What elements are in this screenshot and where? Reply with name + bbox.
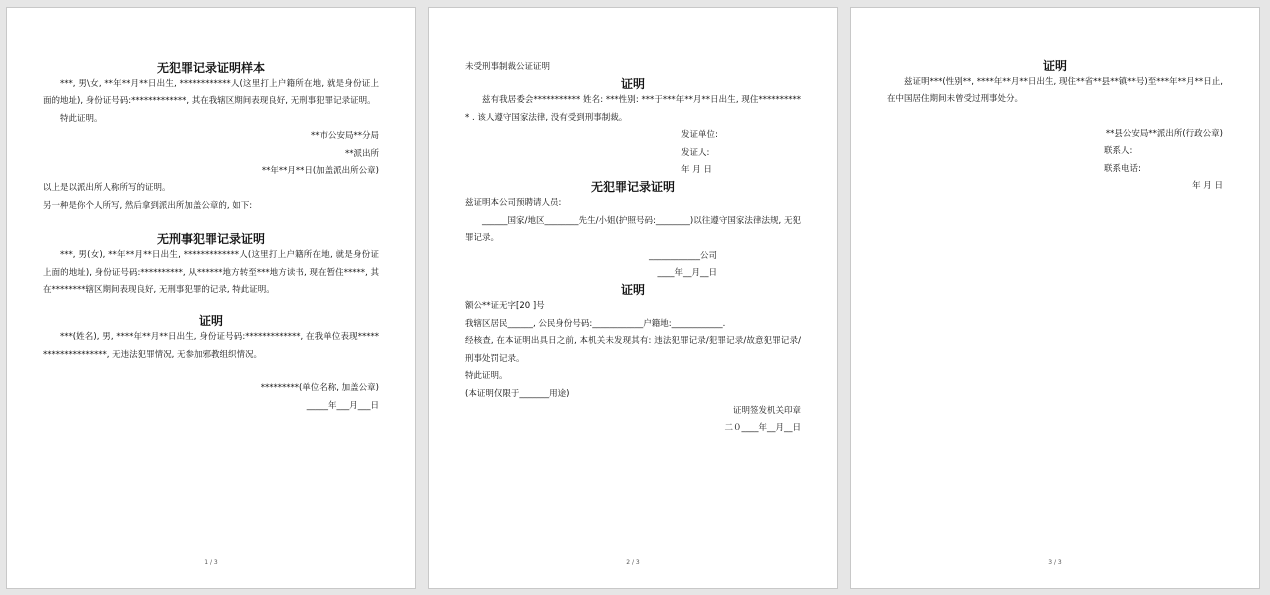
page2-paragraph-3b: 经核查, 在本证明出具日之前, 本机关未发现其有: 违法犯罪记录/犯罪记录/故意犯罪记录/刑事处罚记录。 [465,336,801,364]
page3-date: 年 月 日 [1192,181,1223,192]
page2-certify: 特此证明。 [465,371,508,382]
page3-title: 证明 [1042,59,1067,73]
page2-signature-seal: 证明签发机关印章 [732,405,801,416]
document-page-1 [6,7,416,589]
page1-signature-unit: *********(单位名称, 加盖公章) [260,383,379,394]
page1-title-2: 无刑事犯罪记录证明 [156,232,265,247]
page2-usage: (本证明仅限于_______用途) [465,388,570,399]
page1-signature-bureau: **市公安局**分局 [310,131,379,142]
document-page-3 [850,7,1260,589]
page-number-2: 2 / 3 [626,559,640,566]
page2-issuer-person: 发证人: [681,147,710,158]
page3-contact-phone: 联系电话: [1104,163,1141,174]
page2-company: ____________公司 [648,250,717,261]
page2-paragraph-2a: 兹证明本公司预聘请人员: [465,198,562,209]
page2-date-2: ____年__月__日 [657,268,717,279]
page1-paragraph-1: ***, 男\女, **年**月**日出生, ************人(这里打上户籍所在地, 就是身份证上面的地址), 身份证号码:*************, 其在我辖区期间表现良好, 无刑事犯罪记录证明。 [43,79,379,107]
page-number-1: 1 / 3 [204,559,218,566]
document-page-2 [428,7,838,589]
page2-paragraph-2b: ______国家/地区________先生/小姐(护照号码:________)以往遵守国家法律法规, 无犯罪记录。 [465,215,801,244]
page2-signature-date: 二０____年__月__日 [724,423,801,434]
page2-issuer: 发证单位: [681,130,718,141]
page1-note-1: 以上是以派出所人称所写的证明。 [43,183,171,194]
page1-signature-date-blank: _____年___月___日 [306,400,379,411]
page1-paragraph-2: ***, 男(女), **年**月**日出生, *************人(这里打上户籍所在地, 就是身份证上面的地址), 身份证号码:**********, 从******地方转至***地方读书, 现在暂住*****, 其在********辖区期间表现良好, 无刑事犯罪的记录, 特此证明。 [43,250,379,296]
page2-title-3: 证明 [620,283,645,298]
page2-paragraph-3a: 我辖区居民______, 公民身份号码:____________户籍地:____________. [465,318,726,329]
page-number-3: 3 / 3 [1048,559,1062,566]
page1-paragraph-3: ***(姓名), 男, ****年**月**日出生, 身份证号码:*************, 在我单位表现********************, 无违法犯罪情况, 无参加邪教组织情况。 [43,332,379,360]
page1-signature-station: **派出所 [344,148,379,159]
page1-title-3: 证明 [198,314,223,329]
page2-paragraph-1: 兹有我居委会*********** 姓名: ***性别: ***于***年**月**日出生, 现住*********** . 该人遵守国家法律, 没有受到刑事制裁。 [465,95,801,123]
page3-paragraph: 兹证明***(性别**, ****年**月**日出生, 现住**省**县**镇**号)至***年**月**日止, 在中国居住期间未曾受过刑事处分。 [887,77,1223,105]
page1-certify: 特此证明。 [60,113,103,124]
page3-signature-station: **县公安局**派出所(行政公章) [1105,128,1223,139]
page3-contact-person: 联系人: [1104,146,1133,157]
page2-header: 未受刑事制裁公证证明 [465,62,551,72]
page1-title-1: 无犯罪记录证明样本 [156,61,265,75]
page2-title-2: 无犯罪记录证明 [590,180,675,195]
page2-reference: 额公**证无字[20 ]号 [465,301,545,312]
page2-title-1: 证明 [620,77,645,92]
page1-note-2: 另一种是你个人所写, 然后拿到派出所加盖公章的, 如下: [43,200,253,211]
page1-signature-date: **年**月**日(加盖派出所公章) [261,166,379,177]
page2-date-1: 年 月 日 [681,165,712,176]
